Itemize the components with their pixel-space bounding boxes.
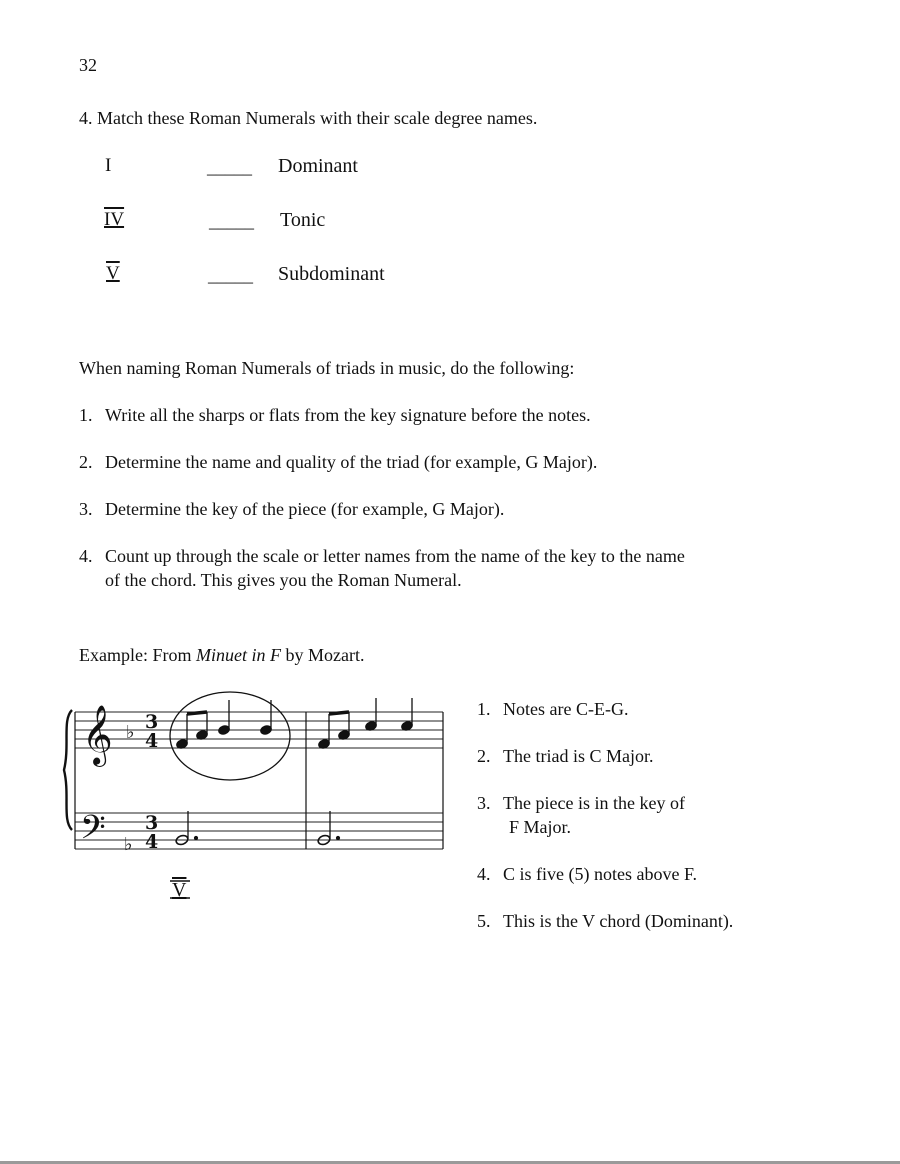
- example-prefix: Example: From: [79, 645, 196, 665]
- treble-clef-icon: 𝄞: [82, 705, 113, 765]
- example-step: [477, 698, 628, 720]
- beam: [187, 712, 207, 714]
- instructions-intro: When naming Roman Numerals of triads in music, do the following:: [79, 358, 575, 378]
- time-signature-top: 3: [145, 812, 159, 834]
- step-number: 5.: [477, 911, 491, 931]
- flat-icon: ♭: [126, 722, 135, 743]
- exercise-title: 4. Match these Roman Numerals with their scale degree names.: [79, 108, 538, 128]
- instruction-step: [79, 404, 591, 426]
- answer-blank[interactable]: _____: [207, 157, 252, 177]
- step-text-continued: of the chord. This gives you the Roman Numeral.: [105, 570, 462, 590]
- measure-1-bass: [175, 811, 198, 846]
- roman-numeral: V: [106, 263, 120, 284]
- beam: [329, 712, 349, 714]
- bass-clef-icon: 𝄢: [80, 809, 106, 855]
- step-text: Count up through the scale or letter names from the name of the key to the name: [105, 546, 685, 566]
- step-text: This is the V chord (Dominant).: [503, 911, 734, 931]
- step-text-continued: F Major.: [509, 817, 572, 837]
- dot: [194, 836, 197, 839]
- time-signature-top: 3: [145, 711, 159, 733]
- music-score: [60, 690, 460, 920]
- example-step: [477, 745, 653, 767]
- example-step: [477, 792, 685, 814]
- example-roman-numeral: V: [172, 879, 187, 901]
- step-text: The piece is in the key of: [503, 793, 685, 813]
- step-number: 3.: [477, 793, 491, 813]
- example-piece-title: Minuet in F: [195, 645, 281, 665]
- scale-degree-name: Dominant: [278, 155, 358, 177]
- step-number: 2.: [79, 452, 93, 472]
- instruction-step: [79, 545, 685, 567]
- flat-icon: ♭: [124, 834, 133, 855]
- step-text: Notes are C-E-G.: [503, 699, 629, 719]
- instruction-step: [79, 498, 504, 520]
- example-step: [477, 863, 697, 885]
- measure-2-treble: [317, 698, 413, 750]
- step-text: Write all the sharps or flats from the key signature before the notes.: [105, 405, 591, 425]
- scale-degree-name: Subdominant: [278, 263, 385, 285]
- step-number: 2.: [477, 746, 491, 766]
- answer-blank[interactable]: _____: [208, 265, 253, 285]
- page-number: 32: [79, 55, 97, 75]
- step-number: 1.: [79, 405, 93, 425]
- time-signature-bottom: 4: [145, 730, 159, 752]
- step-number: 3.: [79, 499, 93, 519]
- example-suffix: by Mozart.: [280, 645, 365, 665]
- triad-circle: [170, 692, 290, 780]
- step-number: 1.: [477, 699, 491, 719]
- time-signature-bottom: 4: [145, 831, 159, 853]
- step-number: 4.: [477, 864, 491, 884]
- grand-staff-brace: [64, 710, 72, 830]
- roman-numeral: I: [105, 155, 112, 176]
- measure-2-bass: [317, 811, 340, 846]
- measure-1-treble: [175, 700, 272, 750]
- scale-degree-name: Tonic: [280, 209, 326, 231]
- step-text: Determine the name and quality of the triad (for example, G Major).: [105, 452, 598, 472]
- dot: [336, 836, 339, 839]
- step-number: 4.: [79, 546, 93, 566]
- instruction-step: [79, 451, 597, 473]
- step-text: Determine the key of the piece (for example, G Major).: [105, 499, 505, 519]
- step-text: The triad is C Major.: [503, 746, 654, 766]
- answer-blank[interactable]: _____: [209, 211, 254, 231]
- example-step: [477, 910, 733, 932]
- roman-numeral: IV: [104, 209, 125, 230]
- step-text: C is five (5) notes above F.: [503, 864, 698, 884]
- example-label: [79, 644, 364, 666]
